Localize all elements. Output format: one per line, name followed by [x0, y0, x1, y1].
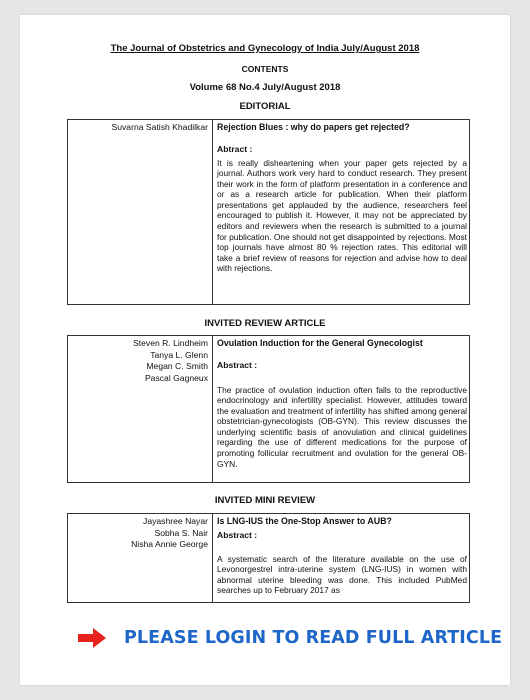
contents-heading: CONTENTS	[241, 64, 289, 74]
article-entry-mini-review	[67, 513, 470, 603]
abstract-text: A systematic search of the literature available on the use of Levonorgestrel intra-uterine system (LNG-IUS) in women with abnormal uterine bleeding was done. This included PubMed searches up to February 2017 as	[217, 553, 467, 596]
article-entry-editorial	[67, 119, 470, 305]
abstract-label: Abstract :	[217, 529, 258, 540]
column-divider	[212, 120, 213, 304]
author-list	[68, 338, 208, 384]
column-divider	[212, 336, 213, 482]
author-name: Suvarna Satish Khadilkar	[111, 122, 208, 132]
author-name: Pascal Gagneux	[144, 372, 208, 383]
article-entry-review	[67, 335, 470, 483]
arrow-right-icon	[78, 628, 106, 648]
login-prompt[interactable]	[78, 628, 502, 648]
document-page	[20, 15, 510, 685]
author-name: Tanya L. Glenn	[150, 349, 208, 360]
article-details	[217, 338, 467, 469]
abstract-label: Abtract :	[217, 143, 253, 154]
author-name: Megan C. Smith	[146, 361, 208, 371]
abstract-text: The practice of ovulation induction often falls to the reproductive endocrinology and infertility specialist. However, attitudes toward the evaluation and treatment of infertility has shifted among general obstetrician-gynecologists (OB-GYN). This review discusses the underlying scientific basis of anovulation and clinical guidelines regarding the use of different medications for the purpose of promoting follicular recruitment and ovulation for the general OB-GYN.	[217, 384, 467, 469]
author-name: Sobha S. Nair	[154, 527, 208, 538]
volume-line: Volume 68 No.4 July/August 2018	[189, 82, 341, 93]
author-list	[68, 122, 208, 134]
author-list	[68, 516, 208, 551]
article-details	[217, 516, 467, 596]
login-link[interactable]: PLEASE LOGIN TO READ FULL ARTICLE	[124, 628, 503, 648]
section-heading-mini-review: INVITED MINI REVIEW	[214, 495, 316, 506]
section-heading-editorial: EDITORIAL	[239, 101, 291, 112]
author-name: Nisha Annie George	[131, 539, 208, 549]
journal-title: The Journal of Obstetrics and Gynecology of India July/August 2018	[110, 43, 420, 54]
column-divider	[212, 514, 213, 602]
article-title[interactable]: Rejection Blues : why do papers get rejected?	[217, 122, 410, 132]
article-details	[217, 122, 467, 274]
author-name: Jayashree Nayar	[143, 516, 208, 526]
abstract-label: Abstract :	[217, 359, 258, 370]
article-title[interactable]: Is LNG-IUS the One-Stop Answer to AUB?	[217, 516, 392, 526]
author-name: Steven R. Lindheim	[133, 338, 208, 348]
abstract-text: It is really disheartening when your paper gets rejected by a journal. Authors work very hard to conduct research. They present their work in the form of platform presentation in a conference and or as a research article for publication. When their platform presentations get applauded by the audience, researchers feel encouraged to publish it. However, it may not be appreciated by editors and reviewers when the research is submitted to a journal for publication. One should not get disappointed by rejections. Most top journals have almost 80 % rejection rates. This editorial will take a brief review of reasons for rejection and advise how to deal with rejections.	[217, 157, 467, 274]
section-heading-review: INVITED REVIEW ARTICLE	[204, 318, 326, 329]
article-title[interactable]: Ovulation Induction for the General Gynecologist	[217, 338, 423, 348]
